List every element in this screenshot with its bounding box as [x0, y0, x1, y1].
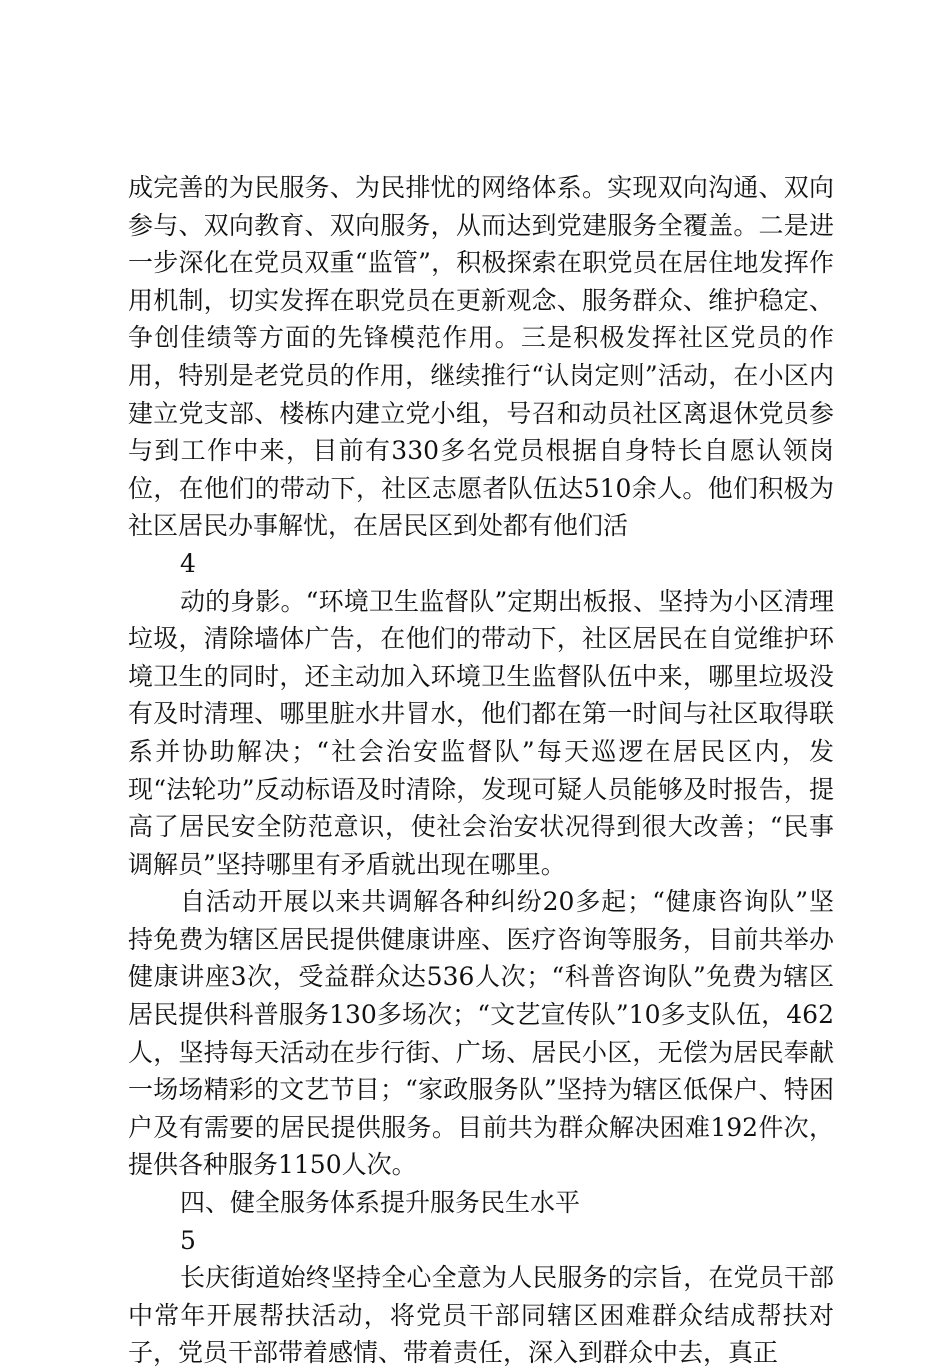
paragraph-continuation: 成完善的为民服务、为民排忧的网络体系。实现双向沟通、双向参与、双向教育、双向服务，从而达到党建服务全覆盖。二是进一步深化在党员双重“监管”，积极探索在职党员在居住地发挥作用机制，切实发挥在职党员在更新观念、服务群众、维护稳定、争创佳绩等方面的先锋模范作用。三是积极发挥社区党员的作用，特别是老党员的作用，继续推行“认岗定则”活动，在小区内建立党支部、楼栋内建立党小组，号召和动员社区离退休党员参与到工作中来，目前有330多名党员根据自身特长自愿认领岗位，在他们的带动下，社区志愿者队伍达510余人。他们积极为社区居民办事解忧，在居民区到处都有他们活 [128, 173, 834, 541]
document-body [128, 169, 834, 1372]
paragraph-assistance: 长庆街道始终坚持全心全意为人民服务的宗旨，在党员干部中常年开展帮扶活动，将党员干部同辖区困难群众结成帮扶对子，党员干部带着感情、带着责任，深入到群众中去，真正 [128, 1263, 834, 1368]
page-number-marker: 5 [180, 1225, 196, 1255]
paragraph-service-teams: 自活动开展以来共调解各种纠纷20多起；“健康咨询队”坚持免费为辖区居民提供健康讲座、医疗咨询等服务，目前共举办健康讲座3次，受益群众达536人次；“科普咨询队”免费为辖区居民提供科普服务130多场次；“文艺宣传队”10多支队伍，462人，坚持每天活动在步行街、广场、居民小区，无偿为居民奉献一场场精彩的文艺节目；“家政服务队”坚持为辖区低保户、特困户及有需要的居民提供服务。目前共为群众解决困难192件次，提供各种服务1150人次。 [128, 887, 834, 1180]
paragraph-supervision-teams: 动的身影。“环境卫生监督队”定期出板报、坚持为小区清理垃圾，清除墙体广告，在他们的带动下，社区居民在自觉维护环境卫生的同时，还主动加入环境卫生监督队伍中来，哪里垃圾没有及时清理、哪里脏水井冒水，他们都在第一时间与社区取得联系并协助解决；“社会治安监督队”每天巡逻在居民区内，发现“法轮功”反动标语及时清除，发现可疑人员能够及时报告，提高了居民安全防范意识，使社会治安状况得到很大改善；“民事调解员”坚持哪里有矛盾就出现在哪里。 [128, 586, 834, 879]
section-heading: 四、健全服务体系提升服务民生水平 [180, 1188, 581, 1218]
page-number-marker: 4 [180, 548, 196, 578]
